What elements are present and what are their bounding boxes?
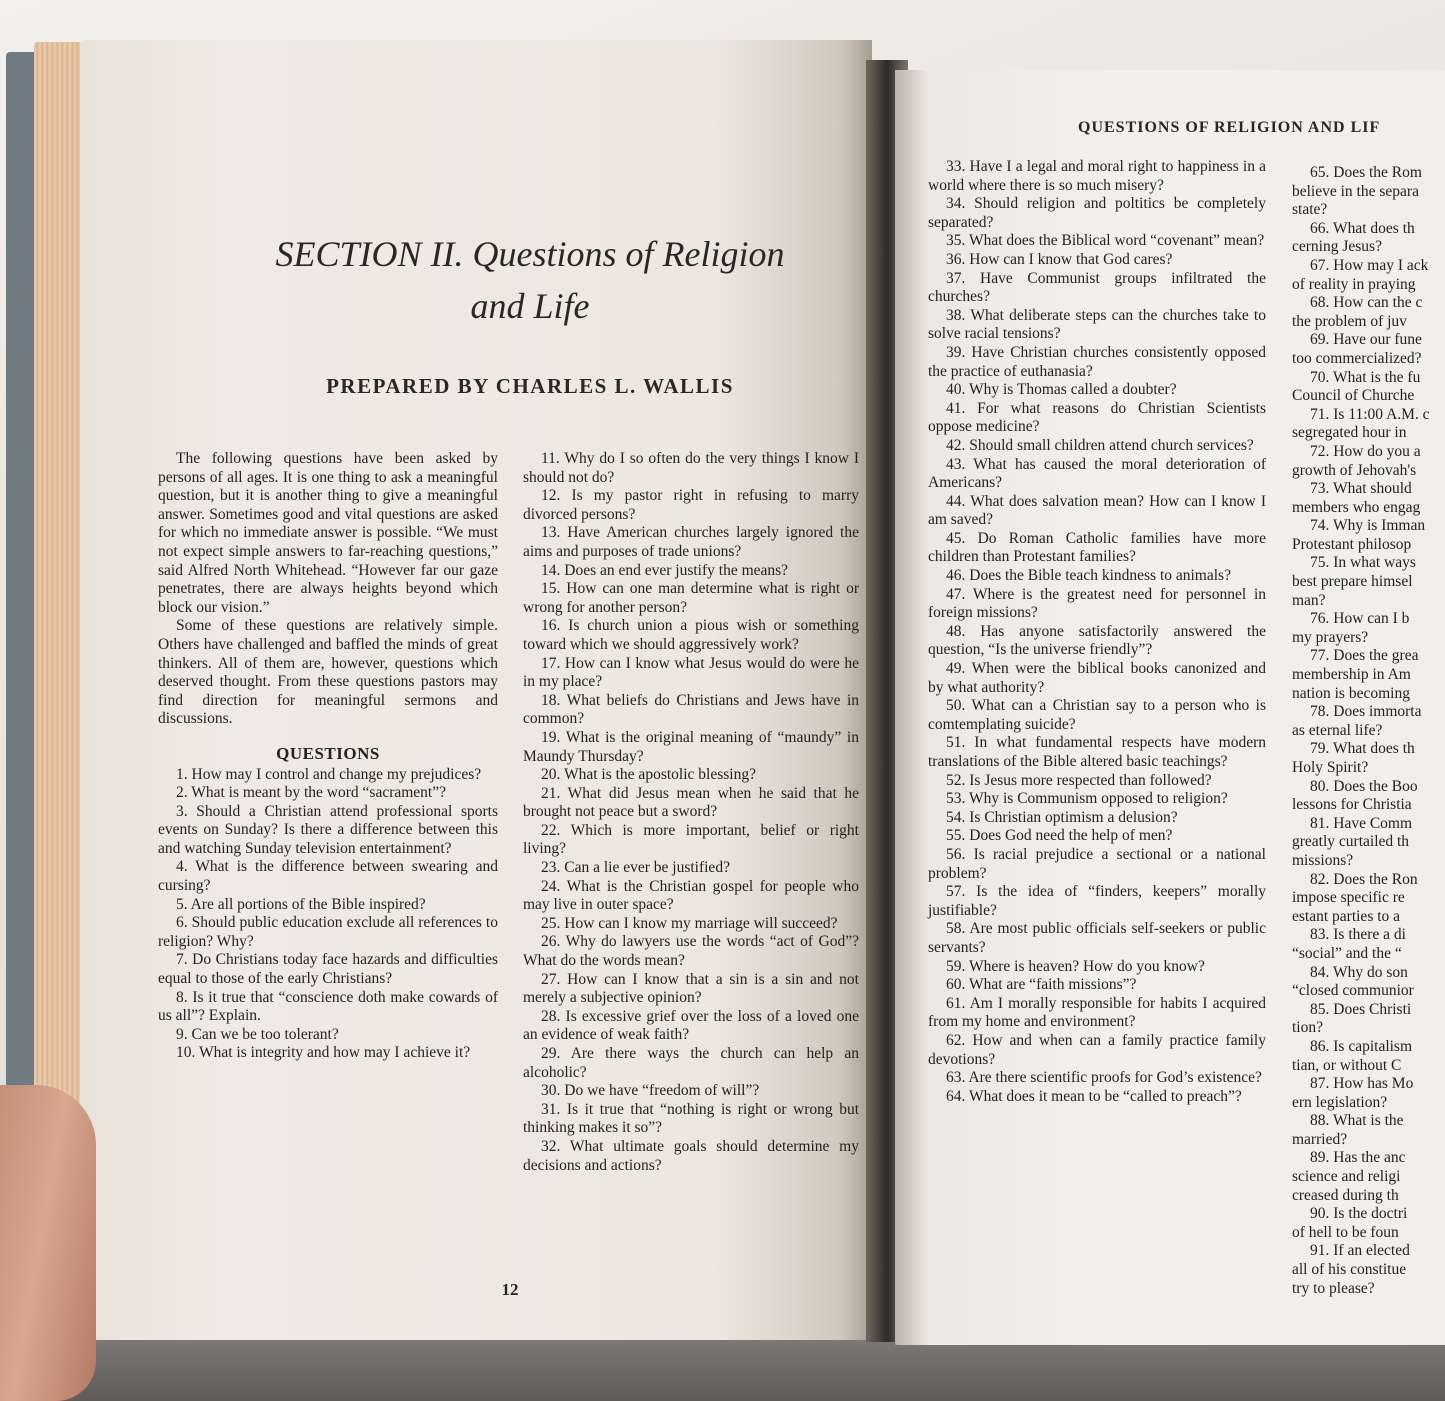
- question-item: 13. Have American churches largely ignored the aims and purposes of trade unions?: [523, 524, 859, 560]
- question-line: segregated hour in: [1292, 424, 1407, 442]
- question-line: 71. Is 11:00 A.M. c: [1310, 405, 1430, 423]
- question-line: nation is becoming: [1292, 684, 1410, 702]
- question-line: believe in the separa: [1292, 182, 1419, 200]
- question-item: 22. Which is more important, belief or right living?: [523, 821, 859, 858]
- question-item: 5. Are all portions of the Bible inspired?: [176, 895, 426, 913]
- question-line: “closed communior: [1292, 982, 1414, 1000]
- question-item: 48. Has anyone satisfactorily answered the question, “Is the universe friendly”?: [928, 622, 1266, 659]
- questions-heading: QUESTIONS: [276, 743, 380, 763]
- question-line: married?: [1292, 1130, 1348, 1148]
- question-item: 33. Have I a legal and moral right to happiness in a world where there is so much misery?: [928, 158, 1266, 194]
- question-line: creased during th: [1292, 1186, 1399, 1204]
- question-line: all of his constitue: [1292, 1261, 1407, 1279]
- question-item: 42. Should small children attend church services?: [946, 436, 1254, 454]
- page-number: 12: [501, 1280, 519, 1299]
- question-line: my prayers?: [1292, 628, 1369, 646]
- question-line: 85. Does Christi: [1310, 1000, 1412, 1018]
- question-line: 86. Is capitalism: [1310, 1037, 1413, 1055]
- question-item: 49. When were the biblical books canonized and by what authority?: [928, 660, 1266, 696]
- question-item: 30. Do we have “freedom of will”?: [541, 1082, 760, 1100]
- question-item: 53. Why is Communism opposed to religion?: [946, 790, 1228, 808]
- question-line: 91. If an elected: [1310, 1242, 1410, 1260]
- holding-thumb: [0, 1085, 96, 1401]
- question-line: 70. What is the fu: [1310, 368, 1421, 386]
- question-list-3: [928, 158, 1266, 1106]
- question-line: 81. Have Comm: [1310, 814, 1413, 832]
- question-item: 45. Do Roman Catholic families have more children than Protestant families?: [928, 529, 1266, 566]
- question-line: cerning Jesus?: [1292, 238, 1382, 256]
- right-column-2: [1292, 164, 1445, 1298]
- question-line: state?: [1292, 201, 1328, 219]
- question-item: 28. Is excessive grief over the loss of a loved one an evidence of weak faith?: [523, 1007, 859, 1044]
- question-item: 55. Does God need the help of men?: [946, 827, 1173, 845]
- intro-paragraph-2: Some of these questions are relatively simple. Others have challenged and baffled the minds of great thinkers. All of them are, however, questions which deserved thought. From these questions pastors may find direction for meaningful sermons and discussions.: [158, 617, 498, 728]
- question-item: 59. Where is heaven? How do you know?: [946, 957, 1205, 975]
- question-line: 82. Does the Ron: [1310, 870, 1418, 888]
- question-item: 26. Why do lawyers use the words “act of God”? What do the words mean?: [523, 933, 859, 970]
- question-item: 58. Are most public officials self-seekers or public servants?: [928, 920, 1266, 956]
- question-line: Holy Spirit?: [1292, 759, 1369, 776]
- question-item: 56. Is racial prejudice a sectional or a national problem?: [928, 845, 1266, 882]
- question-item: 44. What does salvation mean? How can I know I am saved?: [928, 492, 1266, 529]
- question-line: “social” and the “: [1292, 944, 1402, 962]
- question-line: estant parties to a: [1292, 907, 1401, 925]
- question-line: of hell to be foun: [1292, 1223, 1399, 1241]
- left-column-2: [523, 450, 859, 1175]
- question-line: growth of Jehovah's: [1292, 461, 1417, 479]
- question-line: best prepare himsel: [1292, 573, 1413, 591]
- question-line: 68. How can the c: [1310, 294, 1423, 312]
- question-line: Protestant philosop: [1292, 535, 1412, 553]
- question-item: 60. What are “faith missions”?: [946, 976, 1137, 994]
- question-line: 84. Why do son: [1310, 963, 1408, 981]
- question-line: tian, or without C: [1292, 1056, 1402, 1074]
- question-line: as eternal life?: [1292, 721, 1383, 739]
- question-item: 17. How can I know what Jesus would do were he in my place?: [523, 654, 859, 691]
- question-line: 69. Have our fune: [1310, 331, 1422, 349]
- question-item: 14. Does an end ever justify the means?: [541, 561, 789, 579]
- question-item: 38. What deliberate steps can the churches take to solve racial tensions?: [928, 306, 1266, 343]
- question-line: 72. How do you a: [1310, 442, 1421, 460]
- question-line: 67. How may I ack: [1310, 256, 1429, 274]
- question-item: 20. What is the apostolic blessing?: [541, 766, 756, 784]
- question-item: 27. How can I know that a sin is a sin and not merely a subjective opinion?: [523, 970, 859, 1007]
- question-line: 89. Has the anc: [1310, 1149, 1406, 1167]
- question-item: 54. Is Christian optimism a delusion?: [946, 808, 1178, 826]
- byline: PREPARED BY CHARLES L. WALLIS: [326, 374, 734, 398]
- question-item: 12. Is my pastor right in refusing to marry divorced persons?: [523, 487, 859, 523]
- question-line: lessons for Christia: [1292, 796, 1412, 814]
- question-item: 36. How can I know that God cares?: [946, 250, 1173, 268]
- question-line: 76. How can I b: [1310, 610, 1410, 628]
- section-title-line2: and Life: [470, 286, 590, 326]
- question-line: members who engag: [1292, 498, 1421, 516]
- question-item: 16. Is church union a pious wish or something toward which we should aggressively work?: [523, 617, 859, 653]
- right-column-1: [928, 158, 1266, 1106]
- question-item: 47. Where is the greatest need for personnel in foreign missions?: [928, 585, 1266, 622]
- question-line: science and religi: [1292, 1168, 1401, 1186]
- question-line: 90. Is the doctri: [1310, 1205, 1408, 1223]
- question-line: too commercialized?: [1292, 349, 1422, 367]
- left-column-1: [158, 450, 498, 1063]
- question-item: 32. What ultimate goals should determine my decisions and actions?: [523, 1137, 859, 1174]
- question-item: 31. Is it true that “nothing is right or wrong but thinking makes it so”?: [523, 1100, 859, 1137]
- question-item: 50. What can a Christian say to a person who is comtemplating suicide?: [928, 697, 1266, 733]
- question-item: 6. Should public education exclude all references to religion? Why?: [158, 914, 498, 950]
- question-line: 74. Why is Imman: [1310, 517, 1426, 535]
- question-item: 64. What does it mean to be “called to preach”?: [946, 1087, 1242, 1105]
- question-line: of reality in praying: [1292, 275, 1416, 293]
- question-item: 4. What is the difference between swearing and cursing?: [158, 858, 498, 895]
- question-item: 1. How may I control and change my prejudices?: [176, 765, 482, 783]
- question-item: 35. What does the Biblical word “covenant” mean?: [946, 232, 1265, 250]
- question-line: 73. What should: [1310, 480, 1412, 498]
- running-head: QUESTIONS OF RELIGION AND LIF: [1078, 119, 1381, 136]
- question-item: 43. What has caused the moral deterioration of Americans?: [928, 455, 1266, 492]
- question-item: 21. What did Jesus mean when he said that he brought not peace but a sword?: [523, 784, 859, 821]
- question-item: 34. Should religion and poltitics be completely separated?: [928, 195, 1266, 231]
- question-item: 52. Is Jesus more respected than followed?: [946, 771, 1212, 789]
- question-item: 41. For what reasons do Christian Scientists oppose medicine?: [928, 399, 1266, 436]
- question-item: 25. How can I know my marriage will succeed?: [541, 914, 838, 932]
- question-item: 37. Have Communist groups infiltrated the churches?: [928, 269, 1266, 306]
- question-line: 79. What does th: [1310, 740, 1415, 758]
- question-item: 63. Are there scientific proofs for God’s existence?: [946, 1069, 1262, 1087]
- question-line: 75. In what ways: [1310, 554, 1416, 572]
- question-item: 8. Is it true that “conscience doth make cowards of us all”? Explain.: [158, 988, 498, 1025]
- intro-paragraph-1: The following questions have been asked by persons of all ages. It is one thing to ask a meaningful question, but it is another thing to give a meaningful answer. Sometimes good and vital questions are asked for which no immediate answer is possible. “We must not expect simple answers to far-reaching questions,” said Alfred North Whitehead. “However far our gaze penetrates, there are always heights beyond which block our vision.”: [158, 450, 498, 616]
- question-line: try to please?: [1292, 1279, 1375, 1297]
- question-line: missions?: [1292, 851, 1354, 869]
- question-item: 3. Should a Christian attend professional sports events on Sunday? Is there a difference between this and watching Sunday television entertainment?: [158, 802, 498, 857]
- question-item: 29. Are there ways the church can help an alcoholic?: [523, 1045, 859, 1081]
- question-item: 57. Is the idea of “finders, keepers” morally justifiable?: [928, 883, 1266, 919]
- section-title-line1: SECTION II. Questions of Religion: [275, 234, 785, 274]
- question-item: 40. Why is Thomas called a doubter?: [946, 381, 1177, 399]
- question-item: 10. What is integrity and how may I achieve it?: [176, 1044, 471, 1062]
- question-line: membership in Am: [1292, 666, 1411, 684]
- question-line: ern legislation?: [1292, 1093, 1388, 1111]
- question-line: 80. Does the Boo: [1310, 777, 1418, 795]
- question-line: 78. Does immorta: [1310, 703, 1422, 721]
- section-title: [180, 228, 880, 332]
- question-item: 39. Have Christian churches consistently opposed the practice of euthanasia?: [928, 343, 1266, 380]
- question-line: 88. What is the: [1310, 1112, 1404, 1130]
- question-item: 61. Am I morally responsible for habits I acquired from my home and environment?: [928, 994, 1266, 1031]
- question-item: 46. Does the Bible teach kindness to animals?: [946, 567, 1231, 585]
- question-item: 11. Why do I so often do the very things I know I should not do?: [523, 450, 859, 486]
- question-item: 2. What is meant by the word “sacrament”?: [176, 784, 447, 802]
- question-item: 23. Can a lie ever be justified?: [541, 859, 730, 877]
- question-item: 19. What is the original meaning of “maundy” in Maundy Thursday?: [523, 728, 859, 765]
- question-item: 51. In what fundamental respects have modern translations of the Bible altered basic teachings?: [928, 734, 1266, 770]
- question-list-4: [1292, 164, 1445, 1298]
- question-line: the problem of juv: [1292, 312, 1407, 330]
- question-item: 62. How and when can a family practice family devotions?: [928, 1031, 1266, 1068]
- question-line: greatly curtailed th: [1292, 833, 1410, 851]
- question-line: Council of Churche: [1292, 387, 1415, 405]
- question-line: man?: [1292, 591, 1326, 609]
- question-item: 18. What beliefs do Christians and Jews have in common?: [523, 691, 859, 728]
- question-line: impose specific re: [1292, 889, 1405, 907]
- question-line: 77. Does the grea: [1310, 647, 1419, 665]
- question-item: 15. How can one man determine what is right or wrong for another person?: [523, 580, 859, 616]
- question-item: 24. What is the Christian gospel for people who may live in outer space?: [523, 877, 859, 914]
- question-item: 7. Do Christians today face hazards and difficulties equal to those of the early Christians?: [158, 951, 498, 988]
- question-list-2: [523, 450, 859, 1175]
- question-line: 66. What does th: [1310, 219, 1415, 237]
- question-list-1: [158, 766, 498, 1064]
- question-item: 9. Can we be too tolerant?: [176, 1025, 339, 1043]
- question-line: 65. Does the Rom: [1310, 164, 1422, 181]
- question-line: tion?: [1292, 1019, 1323, 1037]
- question-line: 83. Is there a di: [1310, 926, 1406, 944]
- question-line: 87. How has Mo: [1310, 1075, 1414, 1093]
